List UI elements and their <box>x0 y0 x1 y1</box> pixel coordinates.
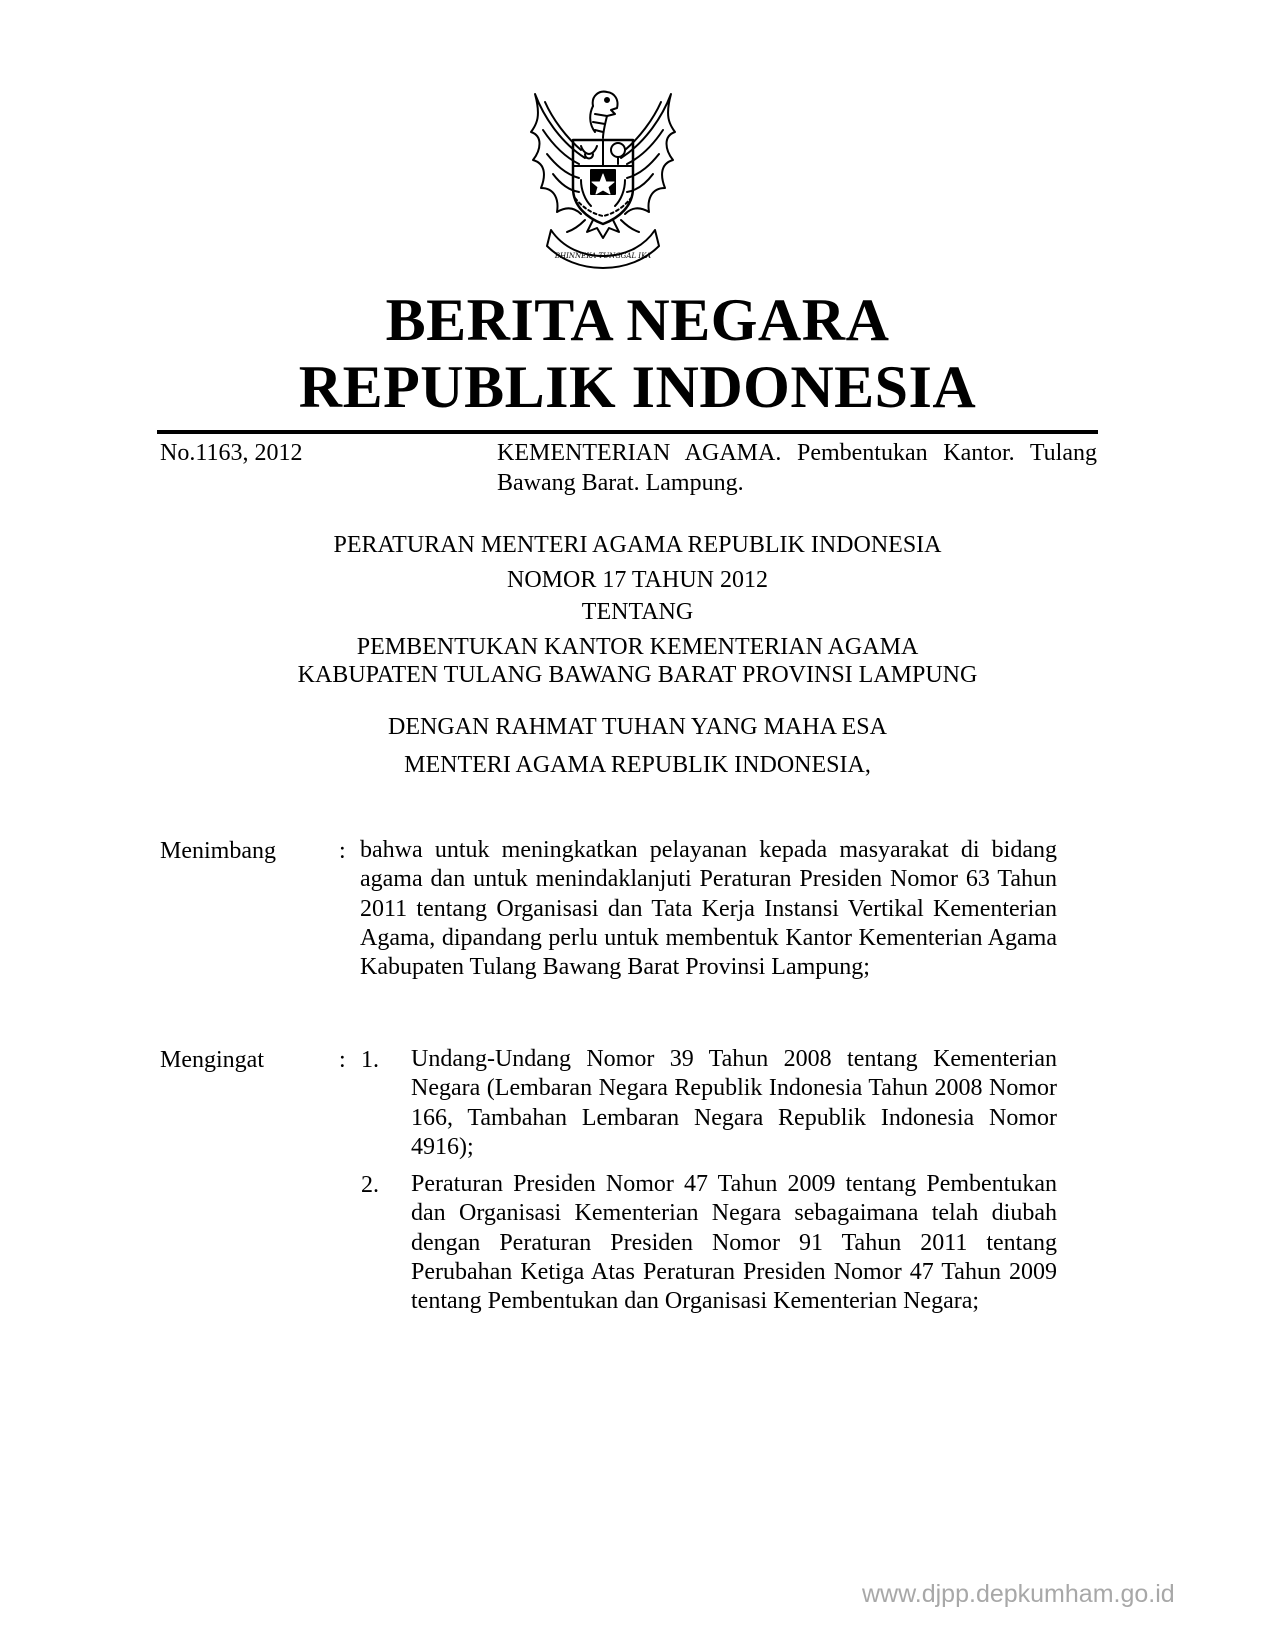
regulation-number: NOMOR 17 TAHUN 2012 <box>507 567 768 593</box>
mengingat-item-2-number: 2. <box>361 1172 379 1198</box>
masthead-line-1: BERITA NEGARA <box>385 287 890 353</box>
regulation-subject-line-2: KABUPATEN TULANG BAWANG BARAT PROVINSI LAMPUNG <box>297 662 978 688</box>
mengingat-item-1-number: 1. <box>361 1047 379 1073</box>
publication-number: No.1163, 2012 <box>160 440 303 466</box>
regulation-invocation: DENGAN RAHMAT TUHAN YANG MAHA ESA <box>388 714 887 740</box>
mengingat-item-1-text: Undang-Undang Nomor 39 Tahun 2008 tentang Kementerian Negara (Lembaran Negara Republik Indonesia Tahun 2008 Nomor 166, Tambahan Lembaran Negara Republik Indonesia Nomor 4916); <box>411 1046 1057 1160</box>
regulation-subject-line-1: PEMBENTUKAN KANTOR KEMENTERIAN AGAMA <box>356 634 919 660</box>
mengingat-label: Mengingat <box>160 1047 264 1073</box>
garuda-emblem-icon <box>523 80 683 272</box>
regulation-title: PERATURAN MENTERI AGAMA REPUBLIK INDONESIA <box>333 532 942 558</box>
masthead-divider <box>157 430 1098 434</box>
mengingat-item-2-text: Peraturan Presiden Nomor 47 Tahun 2009 tentang Pembentukan dan Organisasi Kementerian Negara sebagaimana telah diubah dengan Peraturan Presiden Nomor 91 Tahun 2011 tentang Perubahan Ketiga Atas Peraturan Presiden Nomor 47 Tahun 2009 tentang Pembentukan dan Organisasi Kementerian Negara; <box>411 1171 1057 1315</box>
source-watermark-link[interactable]: www.djpp.depkumham.go.id <box>862 1580 1175 1608</box>
regulation-about: TENTANG <box>581 599 694 625</box>
svg-text:BHINNEKA TUNGGAL IKA: BHINNEKA TUNGGAL IKA <box>554 252 652 260</box>
menimbang-text: bahwa untuk meningkatkan pelayanan kepada masyarakat di bidang agama dan untuk menindaklanjuti Peraturan Presiden Nomor 63 Tahun 2011 tentang Organisasi dan Tata Kerja Instansi Vertikal Kementerian Agama, dipandang perlu untuk membentuk Kantor Kementerian Agama Kabupaten Tulang Bawang Barat Provinsi Lampung; <box>360 837 1057 981</box>
publication-summary: KEMENTERIAN AGAMA. Pembentukan Kantor. Tulang Bawang Barat. Lampung. <box>497 440 1097 496</box>
regulation-issuer: MENTERI AGAMA REPUBLIK INDONESIA, <box>404 752 871 778</box>
menimbang-colon: : <box>339 838 346 864</box>
menimbang-label: Menimbang <box>160 838 276 864</box>
mengingat-colon: : <box>339 1047 346 1073</box>
masthead-line-2: REPUBLIK INDONESIA <box>298 354 977 420</box>
